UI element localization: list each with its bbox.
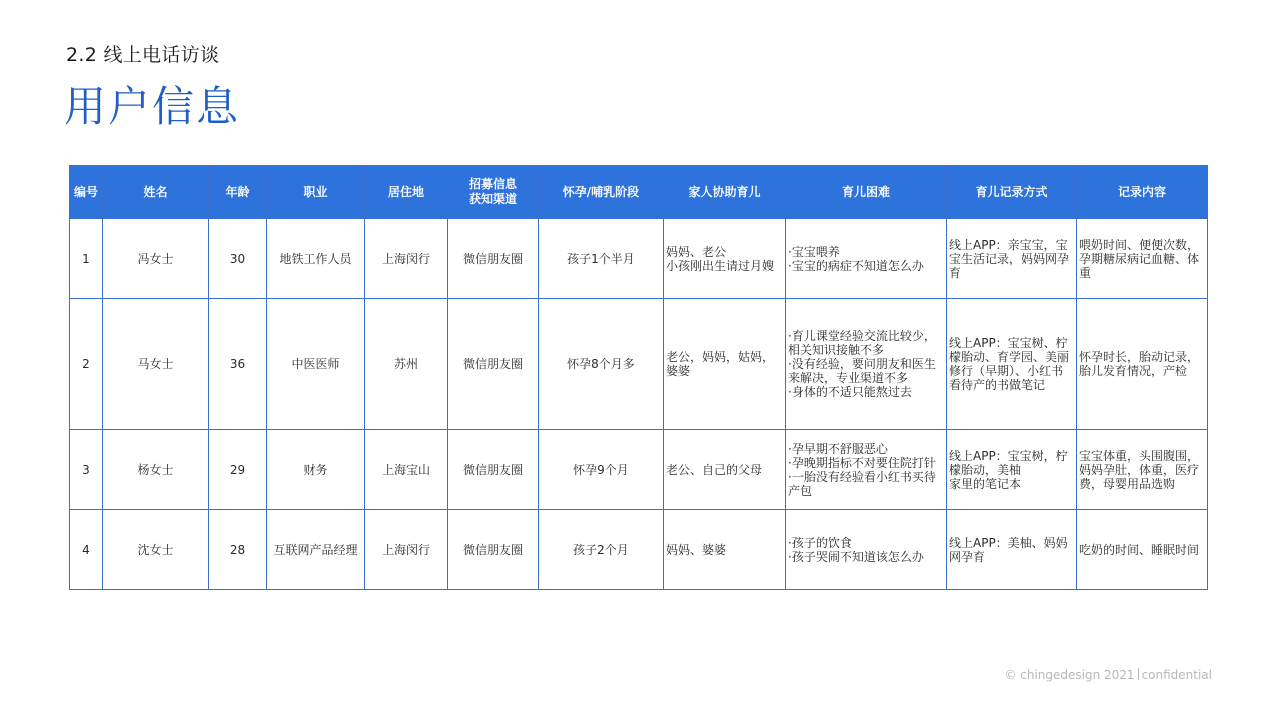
cell-record-content: 宝宝体重，头围腹围，妈妈孕肚，体重，医疗费，母婴用品选购 xyxy=(1077,430,1208,510)
cell-recruit-channel: 微信朋友圈 xyxy=(448,219,539,299)
cell-id: 3 xyxy=(70,430,103,510)
cell-age: 28 xyxy=(209,510,267,590)
cell-difficulties: ·孕早期不舒服恶心 ·孕晚期指标不对要住院打针 ·一胎没有经验看小红书买待产包 xyxy=(786,430,947,510)
section-subtitle: 2.2 线上电话访谈 xyxy=(66,44,220,66)
page-title: 用户信息 xyxy=(64,82,241,131)
cell-name: 冯女士 xyxy=(103,219,209,299)
col-header-name: 姓名 xyxy=(103,166,209,219)
cell-record-method: 线上APP：宝宝树，柠檬胎动，美柚 家里的笔记本 xyxy=(947,430,1077,510)
cell-difficulties: ·育儿课堂经验交流比较少，相关知识接触不多 ·没有经验，要问朋友和医生来解决，专业渠道不多 ·身体的不适只能熬过去 xyxy=(786,299,947,430)
cell-record-content: 怀孕时长，胎动记录，胎儿发育情况，产检 xyxy=(1077,299,1208,430)
cell-occupation: 地铁工作人员 xyxy=(267,219,365,299)
footer-copyright: © chingedesign 2021 xyxy=(1004,668,1135,682)
cell-family-help: 妈妈、老公 小孩刚出生请过月嫂 xyxy=(664,219,786,299)
table-row xyxy=(70,510,1208,590)
footer xyxy=(1004,668,1212,682)
cell-name: 杨女士 xyxy=(103,430,209,510)
col-header-age: 年龄 xyxy=(209,166,267,219)
table-header-row xyxy=(70,166,1208,219)
cell-stage: 怀孕8个月多 xyxy=(539,299,664,430)
col-header-stage: 怀孕/哺乳阶段 xyxy=(539,166,664,219)
col-header-family-help: 家人协助育儿 xyxy=(664,166,786,219)
footer-confidential-label: confidential xyxy=(1141,668,1212,682)
cell-family-help: 妈妈、婆婆 xyxy=(664,510,786,590)
cell-occupation: 财务 xyxy=(267,430,365,510)
cell-record-content: 吃奶的时间、睡眠时间 xyxy=(1077,510,1208,590)
col-header-residence: 居住地 xyxy=(365,166,448,219)
cell-recruit-channel: 微信朋友圈 xyxy=(448,430,539,510)
cell-stage: 怀孕9个月 xyxy=(539,430,664,510)
cell-difficulties: ·宝宝喂养 ·宝宝的病症不知道怎么办 xyxy=(786,219,947,299)
col-header-occupation: 职业 xyxy=(267,166,365,219)
cell-occupation: 中医医师 xyxy=(267,299,365,430)
cell-residence: 苏州 xyxy=(365,299,448,430)
col-header-difficulties: 育儿困难 xyxy=(786,166,947,219)
table-row xyxy=(70,299,1208,430)
cell-residence: 上海闵行 xyxy=(365,219,448,299)
col-header-record-method: 育儿记录方式 xyxy=(947,166,1077,219)
cell-age: 30 xyxy=(209,219,267,299)
cell-residence: 上海闵行 xyxy=(365,510,448,590)
cell-age: 36 xyxy=(209,299,267,430)
cell-recruit-channel: 微信朋友圈 xyxy=(448,299,539,430)
cell-family-help: 老公、自己的父母 xyxy=(664,430,786,510)
cell-id: 4 xyxy=(70,510,103,590)
cell-id: 1 xyxy=(70,219,103,299)
cell-name: 马女士 xyxy=(103,299,209,430)
cell-occupation: 互联网产品经理 xyxy=(267,510,365,590)
user-info-table xyxy=(69,165,1208,590)
cell-name: 沈女士 xyxy=(103,510,209,590)
cell-age: 29 xyxy=(209,430,267,510)
cell-id: 2 xyxy=(70,299,103,430)
cell-record-method: 线上APP：亲宝宝，宝宝生活记录，妈妈网孕育 xyxy=(947,219,1077,299)
footer-separator xyxy=(1138,668,1139,680)
col-header-recruit-channel: 招募信息 获知渠道 xyxy=(448,166,539,219)
cell-record-method: 线上APP：宝宝树、柠檬胎动、育学园、美丽修行（早期）、小红书 看待产的书做笔记 xyxy=(947,299,1077,430)
cell-family-help: 老公，妈妈，姑妈，婆婆 xyxy=(664,299,786,430)
table-row xyxy=(70,430,1208,510)
cell-residence: 上海宝山 xyxy=(365,430,448,510)
col-header-record-content: 记录内容 xyxy=(1077,166,1208,219)
cell-record-content: 喂奶时间、便便次数，孕期糖尿病记血糖、体重 xyxy=(1077,219,1208,299)
cell-record-method: 线上APP：美柚、妈妈网孕育 xyxy=(947,510,1077,590)
cell-recruit-channel: 微信朋友圈 xyxy=(448,510,539,590)
table-row xyxy=(70,219,1208,299)
cell-difficulties: ·孩子的饮食 ·孩子哭闹不知道该怎么办 xyxy=(786,510,947,590)
cell-stage: 孩子1个半月 xyxy=(539,219,664,299)
col-header-id: 编号 xyxy=(70,166,103,219)
cell-stage: 孩子2个月 xyxy=(539,510,664,590)
